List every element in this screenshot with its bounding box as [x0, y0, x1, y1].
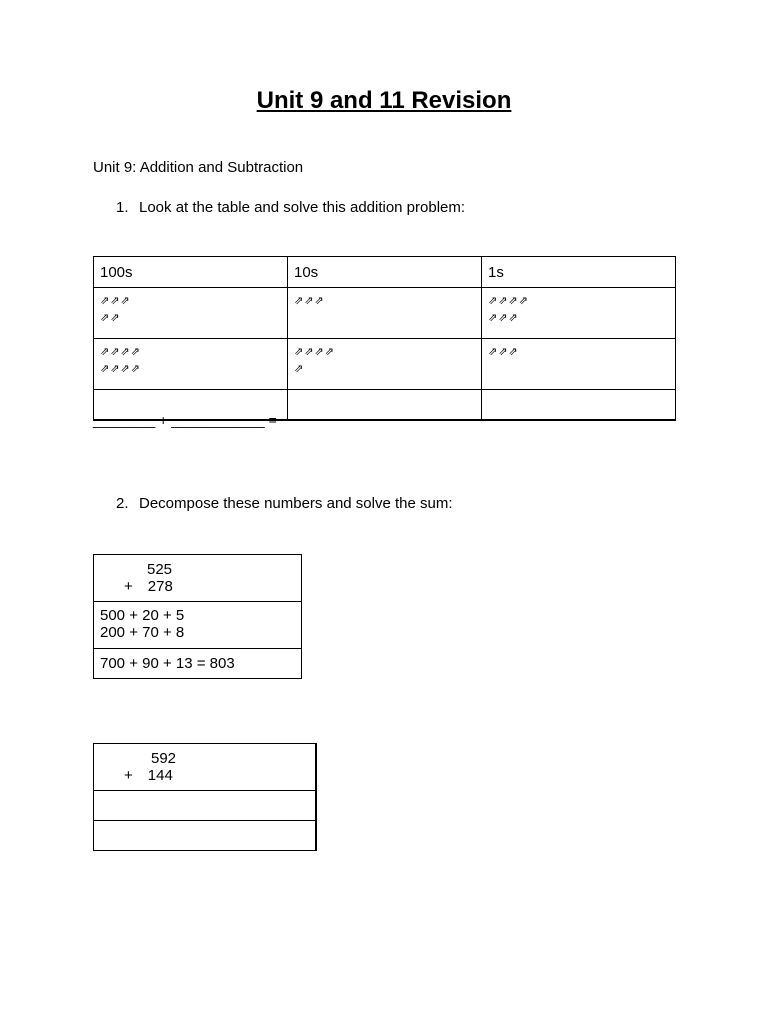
sum-cell	[94, 744, 317, 791]
table-header-row	[94, 257, 676, 288]
decomposed-cell[interactable]	[94, 791, 317, 821]
unit-heading: Unit 9: Addition and Subtraction	[93, 159, 304, 176]
header-ones: 1s	[482, 257, 676, 288]
addend-bottom-row	[100, 578, 295, 595]
plus-operator: +	[124, 578, 133, 595]
arrow-icon: ⇗⇗⇗	[294, 294, 325, 307]
result-cell: 700 + 90 + 13 = 803	[94, 649, 302, 679]
question-text: Decompose these numbers and solve the sum:	[139, 495, 453, 512]
table-row	[94, 288, 676, 339]
decomposition-table-1	[93, 554, 302, 679]
table-row	[94, 339, 676, 390]
table-row	[94, 744, 317, 791]
table-row	[94, 791, 317, 821]
cell-hundreds	[94, 339, 288, 390]
table-row	[94, 555, 302, 602]
cell-ones	[482, 339, 676, 390]
page-title: Unit 9 and 11 Revision	[256, 87, 512, 114]
cell-hundreds	[94, 288, 288, 339]
arrow-icon: ⇗⇗⇗⇗	[294, 345, 335, 358]
table-row	[94, 821, 317, 851]
result-cell[interactable]	[94, 821, 317, 851]
question-number: 2.	[116, 495, 129, 512]
header-tens: 10s	[288, 257, 482, 288]
place-value-table	[93, 256, 676, 421]
decomposition-table-2	[93, 743, 317, 851]
arrow-icon: ⇗⇗⇗	[488, 311, 519, 324]
cell-tens	[288, 339, 482, 390]
cell-ones	[482, 288, 676, 339]
answer-cell-tens[interactable]	[288, 390, 482, 421]
addend-top: 525	[147, 561, 173, 578]
arrow-icon: ⇗	[294, 362, 305, 375]
arrow-icon: ⇗⇗⇗	[100, 294, 131, 307]
table-row	[94, 649, 302, 679]
equation-blank-line: ________ + ____________ =	[93, 412, 277, 428]
arrow-icon: ⇗⇗	[100, 311, 121, 324]
arrow-icon: ⇗⇗⇗⇗	[100, 362, 141, 375]
question-1	[116, 198, 465, 218]
sum-cell	[94, 555, 302, 602]
decomposed-line: 500 + 20 + 5	[100, 607, 185, 624]
addend-bottom: 278	[147, 578, 173, 595]
addend-bottom: 144	[147, 767, 173, 784]
arrow-icon: ⇗⇗⇗⇗	[100, 345, 141, 358]
arrow-icon: ⇗⇗⇗⇗	[488, 294, 529, 307]
addend-bottom-row	[100, 767, 309, 784]
arrow-icon: ⇗⇗⇗	[488, 345, 519, 358]
table-row	[94, 602, 302, 649]
cell-tens	[288, 288, 482, 339]
addend-top: 592	[151, 750, 177, 767]
decomposed-cell	[94, 602, 302, 649]
decomposed-line: 200 + 70 + 8	[100, 624, 185, 641]
question-text: Look at the table and solve this addition problem:	[139, 199, 466, 216]
plus-operator: +	[124, 767, 133, 784]
question-2	[116, 494, 453, 514]
question-number: 1.	[116, 199, 129, 216]
answer-cell-ones[interactable]	[482, 390, 676, 421]
header-hundreds: 100s	[94, 257, 288, 288]
